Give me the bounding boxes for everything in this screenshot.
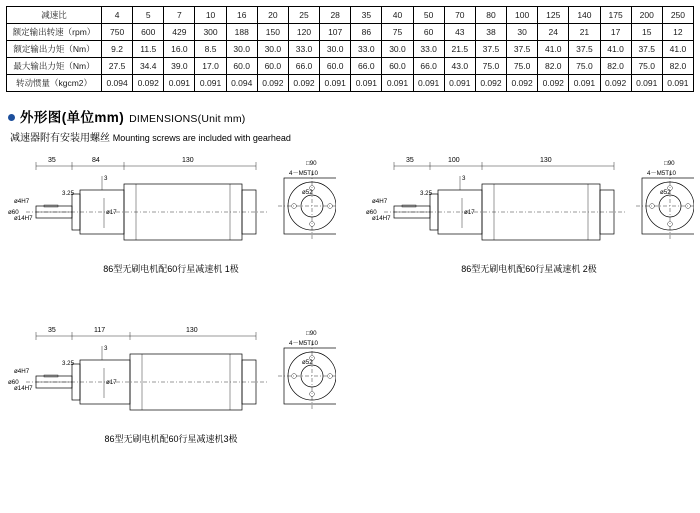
dim-d-3: 3 [104,345,108,352]
table-cell: 0.092 [257,75,288,92]
table-cell: 30.0 [226,41,257,58]
table-cell: 0.091 [444,75,475,92]
shaft-label-a-1: ø4H7 [14,198,30,205]
bore-label-1: ø52 [302,189,313,196]
row-label: 转动惯量（kgcm2） [7,75,102,92]
section-subtitle-cn: 减速器附有安装用螺丝 [10,133,110,144]
table-cell: 82.0 [538,58,569,75]
table-cell: 27.5 [102,58,133,75]
face-outer-2: □90 [664,160,675,167]
drawing-caption-3: 86型无刷电机配60行星减速机3极 [104,434,238,444]
table-cell: 8.5 [195,41,226,58]
table-cell: 37.5 [475,41,506,58]
table-cell: 188 [226,24,257,41]
table-cell: 28 [320,7,351,24]
table-cell: 0.091 [662,75,693,92]
table-cell: 41.0 [538,41,569,58]
dim-d-1: 3 [104,175,108,182]
drawing-2-svg [364,150,694,260]
table-cell: 33.0 [413,41,444,58]
section-title-cn: 外形图(单位mm) [20,110,125,125]
row-label: 最大输出力矩（Nm） [7,58,102,75]
table-cell: 41.0 [600,41,631,58]
drawing-block-2 [364,150,694,275]
table-cell: 0.092 [133,75,164,92]
table-cell: 21 [569,24,600,41]
dim-e-2: 3.25 [420,190,433,197]
dim-c-2: 130 [540,157,552,164]
table-cell: 25 [288,7,319,24]
table-cell: 7 [164,7,195,24]
table-cell: 0.092 [600,75,631,92]
table-cell: 70 [444,7,475,24]
bore-label-2: ø52 [660,189,671,196]
table-cell: 120 [288,24,319,41]
table-cell: 0.092 [288,75,319,92]
table-cell: 150 [257,24,288,41]
table-cell: 100 [507,7,538,24]
specification-table [6,6,694,92]
table-cell: 82.0 [662,58,693,75]
table-cell: 50 [413,7,444,24]
table-cell: 15 [631,24,662,41]
table-cell: 16.0 [164,41,195,58]
table-cell: 66.0 [288,58,319,75]
shaft-dia-1: ø17 [106,209,117,216]
table-cell: 0.092 [538,75,569,92]
table-cell: 30.0 [382,41,413,58]
table-row [7,7,694,24]
shaft-label-b-2: ø14H7 [372,215,391,222]
table-row [7,41,694,58]
table-cell: 125 [538,7,569,24]
table-cell: 37.5 [507,41,538,58]
flange-label-2: ø60 [366,209,377,216]
table-cell: 0.094 [102,75,133,92]
table-cell: 60.0 [226,58,257,75]
table-cell: 60.0 [382,58,413,75]
table-cell: 429 [164,24,195,41]
table-cell: 4 [102,7,133,24]
drawing-block-1 [6,150,336,275]
table-cell: 75.0 [631,58,662,75]
table-cell: 37.5 [569,41,600,58]
bolt-label-3: 4－M5T10 [289,340,318,347]
table-row [7,58,694,75]
table-cell: 80 [475,7,506,24]
dim-e-3: 3.25 [62,360,75,367]
table-cell: 60 [413,24,444,41]
dim-a-1: 35 [48,157,56,164]
flange-label-1: ø60 [8,209,19,216]
table-cell: 0.092 [507,75,538,92]
table-cell: 60.0 [320,58,351,75]
table-cell: 66.0 [351,58,382,75]
table-cell: 82.0 [600,58,631,75]
dim-c-1: 130 [182,157,194,164]
row-label: 减速比 [7,7,102,24]
table-cell: 0.091 [164,75,195,92]
table-cell: 17.0 [195,58,226,75]
table-cell: 0.094 [226,75,257,92]
table-cell: 0.091 [413,75,444,92]
section-subtitle-en: Mounting screws are included with gearhead [112,133,291,143]
flange-label-3: ø60 [8,379,19,386]
table-cell: 0.091 [320,75,351,92]
table-cell: 0.091 [351,75,382,92]
table-cell: 24 [538,24,569,41]
table-cell: 60.0 [257,58,288,75]
table-cell: 41.0 [662,41,693,58]
table-cell: 9.2 [102,41,133,58]
table-cell: 107 [320,24,351,41]
drawing-caption-2: 86型无刷电机配60行星减速机 2极 [461,264,597,274]
table-cell: 33.0 [351,41,382,58]
table-cell: 0.091 [569,75,600,92]
table-cell: 16 [226,7,257,24]
table-cell: 200 [631,7,662,24]
dimensions-section-heading [8,106,700,126]
table-cell: 40 [382,7,413,24]
table-cell: 38 [475,24,506,41]
bolt-label-1: 4－M5T10 [289,170,318,177]
table-cell: 30.0 [257,41,288,58]
table-cell: 30 [507,24,538,41]
table-cell: 39.0 [164,58,195,75]
shaft-label-b-1: ø14H7 [14,215,33,222]
dim-b-1: 84 [92,157,100,164]
drawing-block-3 [6,320,336,445]
drawing-caption-1: 86型无刷电机配60行星减速机 1极 [103,264,239,274]
dim-a-3: 35 [48,327,56,334]
shaft-label-a-2: ø4H7 [372,198,388,205]
table-cell: 66.0 [413,58,444,75]
table-cell: 43 [444,24,475,41]
table-cell: 20 [257,7,288,24]
shaft-dia-3: ø17 [106,379,117,386]
table-cell: 21.5 [444,41,475,58]
table-row [7,24,694,41]
table-cell: 35 [351,7,382,24]
drawing-1-svg [6,150,336,260]
table-cell: 10 [195,7,226,24]
section-title-en: DIMENSIONS(Unit mm) [129,113,246,125]
section-subtitle [10,129,700,144]
table-cell: 250 [662,7,693,24]
table-cell: 75.0 [569,58,600,75]
table-cell: 37.5 [631,41,662,58]
table-row [7,75,694,92]
table-cell: 75.0 [475,58,506,75]
dim-e-1: 3.25 [62,190,75,197]
table-cell: 30.0 [320,41,351,58]
shaft-label-b-3: ø14H7 [14,385,33,392]
table-cell: 75 [382,24,413,41]
dim-b-3: 117 [94,327,106,334]
table-cell: 750 [102,24,133,41]
table-cell: 17 [600,24,631,41]
table-cell: 0.091 [195,75,226,92]
dim-b-2: 100 [448,157,460,164]
table-cell: 0.091 [631,75,662,92]
table-cell: 11.5 [133,41,164,58]
table-cell: 43.0 [444,58,475,75]
shaft-label-a-3: ø4H7 [14,368,30,375]
table-cell: 140 [569,7,600,24]
table-cell: 12 [662,24,693,41]
row-label: 额定输出转速（rpm） [7,24,102,41]
shaft-dia-2: ø17 [464,209,475,216]
drawing-3-svg [6,320,336,430]
bullet-dot-icon [8,114,15,121]
table-cell: 175 [600,7,631,24]
dim-c-3: 130 [186,327,198,334]
face-outer-1: □90 [306,160,317,167]
table-cell: 0.092 [475,75,506,92]
face-outer-3: □90 [306,330,317,337]
table-cell: 600 [133,24,164,41]
table-cell: 33.0 [288,41,319,58]
dim-a-2: 35 [406,157,414,164]
bore-label-3: ø52 [302,359,313,366]
table-cell: 34.4 [133,58,164,75]
dim-d-2: 3 [462,175,466,182]
table-cell: 5 [133,7,164,24]
table-cell: 75.0 [507,58,538,75]
bolt-label-2: 4－M5T10 [647,170,676,177]
table-cell: 0.091 [382,75,413,92]
table-cell: 300 [195,24,226,41]
table-cell: 86 [351,24,382,41]
row-label: 额定输出力矩（Nm） [7,41,102,58]
